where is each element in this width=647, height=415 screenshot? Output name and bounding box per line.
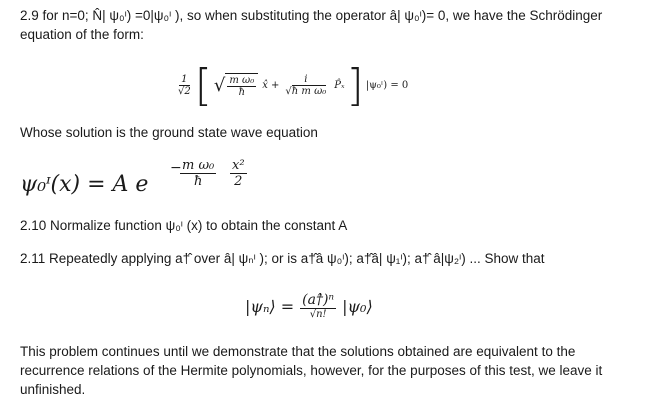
right-bracket: ]	[346, 60, 364, 111]
conclusion-line-3: unfinished.	[20, 382, 86, 397]
coefficient-fraction	[176, 74, 193, 97]
t2-num: i	[304, 74, 308, 85]
x-operator: x̂ +	[262, 80, 280, 91]
exp-num-2: x²	[232, 158, 245, 173]
t2-den: ħ m ω₀	[291, 86, 327, 97]
item-2-11: 2.11 Repeatedly applying a†̂ over â| ψₙᶦ ); or is a†̂â ψ₀ᶦ); a†̂â| ψ₁ᶦ); a†̂ â|ψ₂ᶦ) ... Show that	[20, 251, 545, 266]
psi-n-lhs: |ψₙ⟩ =	[245, 296, 295, 316]
intro-line-2: equation of the form:	[20, 27, 144, 42]
conclusion-line-1: This problem continues until we demonstrate that the solutions obtained are equivalent to the	[20, 344, 576, 359]
left-bracket: [	[194, 60, 212, 111]
coef-num: 1	[181, 74, 188, 85]
exponent-minus: −	[170, 160, 182, 176]
wavefunction-lhs: ψ₀ᶦ(x) = A e	[20, 172, 149, 197]
t1-den: ħ	[238, 87, 246, 98]
psi-0-rhs: |ψ₀⟩	[342, 296, 373, 316]
exp-den-1: ħ	[193, 174, 203, 189]
sqrt-sign: √	[213, 75, 226, 96]
t2-den-wrap: √ħ m ω₀	[285, 86, 327, 97]
schrodinger-equation	[176, 58, 408, 113]
t1-num: m ω₀	[229, 75, 255, 86]
p-operator: P̂ₓ	[334, 80, 345, 91]
conclusion-line-2: recurrence relations of the Hermite polynomials, however, for the purposes of this test, we leave it	[20, 363, 603, 378]
creation-operator-fraction	[300, 292, 336, 320]
exponent-fraction-1	[180, 158, 216, 189]
term-2-fraction	[283, 74, 328, 97]
exp-num-1: m ω₀	[182, 158, 215, 173]
creation-den: √n!	[309, 309, 327, 320]
creation-num: (a†̂)ⁿ	[302, 292, 335, 308]
sqrt-term-1	[225, 73, 258, 98]
solution-sentence: Whose solution is the ground state wave equation	[20, 125, 318, 140]
exp-den-2: 2	[234, 174, 243, 189]
psi-n-equation	[245, 282, 373, 330]
exponent-fraction-2	[230, 158, 247, 189]
ket-equals-zero: |ψ₀ᶦ) = 0	[365, 80, 409, 91]
coef-den: √2	[178, 86, 191, 97]
intro-line-1: 2.9 for n=0; N̂| ψ₀ᶦ) =0|ψ₀ᶦ ), so when substituting the operator â| ψ₀ᶦ)= 0, we have the Schrödinger	[20, 8, 603, 23]
item-2-10: 2.10 Normalize function ψ₀ᶦ (x) to obtain the constant A	[20, 218, 348, 233]
